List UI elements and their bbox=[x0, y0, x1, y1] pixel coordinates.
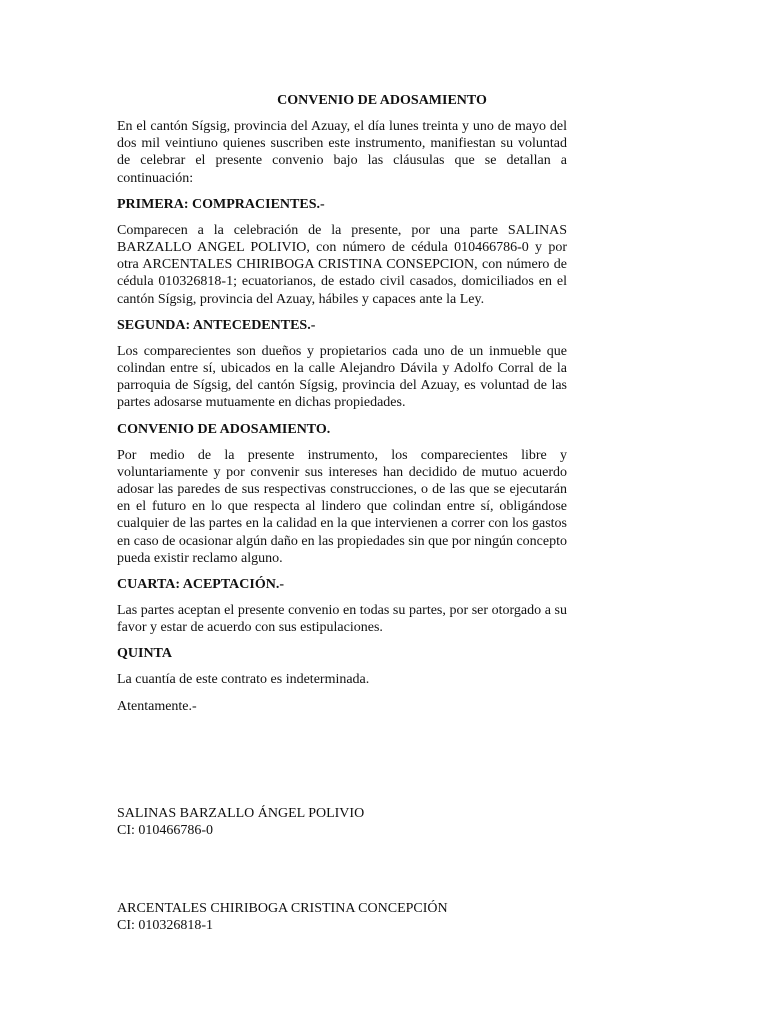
section-text-cuarta: Las partes aceptan el presente convenio en todas su partes, por ser otorgado a su favor y estar de acuerdo con sus estipulaciones. bbox=[117, 603, 567, 636]
document-body bbox=[117, 92, 567, 715]
signature-block-1 bbox=[117, 805, 364, 839]
signature-block-2 bbox=[117, 900, 448, 934]
signatory-name: SALINAS BARZALLO ÁNGEL POLIVIO bbox=[117, 806, 365, 821]
section-heading-quinta: QUINTA bbox=[117, 646, 172, 662]
section-heading-convenio: CONVENIO DE ADOSAMIENTO. bbox=[117, 421, 331, 437]
document-title: CONVENIO DE ADOSAMIENTO bbox=[277, 93, 487, 108]
closing-text: Atentamente.- bbox=[117, 698, 197, 714]
section-text-primera: Comparecen a la celebración de la presente, por una parte SALINAS BARZALLO ANGEL POLIVIO, con número de cédula 010466786-0 y por otra ARCENTALES CHIRIBOGA CRISTINA CONSEPCION, con número de cédula 010326818-1; ecuatorianos, de estado civil casados, domiciliados en el cantón Sígsig, provincia del Azuay, hábiles y capaces ante la Ley. bbox=[117, 222, 567, 307]
signatory-id: CI: 010466786-0 bbox=[117, 823, 214, 838]
section-heading-segunda: SEGUNDA: ANTECEDENTES.- bbox=[117, 317, 316, 333]
section-text-quinta: La cuantía de este contrato es indeterminada. bbox=[117, 672, 370, 688]
section-text-convenio: Por medio de la presente instrumento, los comparecientes libre y voluntariamente y por convenir sus intereses han decidido de mutuo acuerdo adosar las paredes de sus respectivas construcciones, o de las que se ejecutarán en el futuro en lo que respecta al lindero que colindan entre sí, obligándose cualquier de las partes en la calidad en la que intervienen a correr con los gastos en caso de ocasionar algún daño en las propiedades sin que por ningún concepto pueda existir reclamo alguno. bbox=[117, 447, 567, 566]
section-heading-cuarta: CUARTA: ACEPTACIÓN.- bbox=[117, 577, 284, 593]
section-heading-primera: PRIMERA: COMPRACIENTES.- bbox=[117, 196, 325, 212]
signatory-name: ARCENTALES CHIRIBOGA CRISTINA CONCEPCIÓN bbox=[117, 901, 448, 916]
signatory-id: CI: 010326818-1 bbox=[117, 918, 214, 933]
intro-paragraph: En el cantón Sígsig, provincia del Azuay, el día lunes treinta y uno de mayo del dos mil veintiuno quienes suscriben este instrumento, manifiestan su voluntad de celebrar el presente convenio bajo las cláusulas que se detallan a continuación: bbox=[117, 119, 567, 186]
section-text-segunda: Los comparecientes son dueños y propietarios cada uno de un inmueble que colindan entre sí, ubicados en la calle Alejandro Dávila y Adolfo Corral de la parroquia de Sígsig, del cantón Sígsig, provincia del Azuay, es voluntad de las partes adosarse mutuamente en dichas propiedades. bbox=[117, 343, 567, 411]
